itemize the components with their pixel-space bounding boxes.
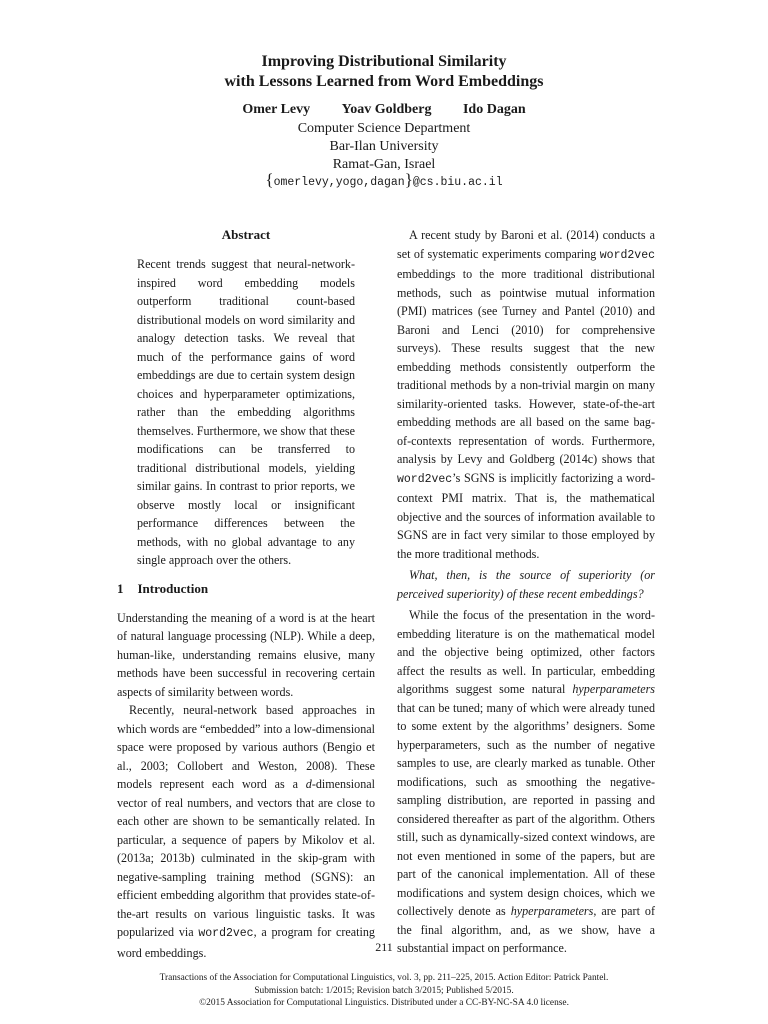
affiliation xyxy=(0,120,768,174)
intro-paragraph-1: Understanding the meaning of a word is at the heart of natural language processing (NLP). While a deep, human-like, understanding remains elusive, many methods have been successful in recovering certain aspects of similarity between words. xyxy=(117,610,375,699)
inline-code: word2vec xyxy=(397,472,453,486)
author-name: Omer Levy xyxy=(242,102,311,117)
footer-line-2: Submission batch: 1/2015; Revision batch 3/2015; Published 5/2015. xyxy=(254,985,514,996)
section-number: 1 xyxy=(117,580,124,596)
email-domain: @cs.biu.ac.il xyxy=(412,176,503,189)
right-paragraph-1: A recent study by Baroni et al. (2014) conducts a set of systematic experiments comparing word2vec embeddings to the more traditional distributional methods, such as pointwise mutual information (PMI) matrices (see Turney and Pantel (2010) and Baroni and Lenci (2010) for comprehensive surveys). These results suggest that the new embedding methods consistently outperform the traditional methods by a non-trivial margin on many similarity-oriented tasks. However, state-of-the-art embedding methods are all based on the same bag-of-contexts representation of words. Furthermore, analysis by Levy and Goldberg (2014c) shows that word2vec’s SGNS is implicitly factorizing a word-context PMI matrix. That is, the mathematical objective and the sources of information available to SGNS are in fact very similar to those employed by the more traditional methods. xyxy=(397,228,655,561)
section-heading-introduction xyxy=(117,580,375,598)
research-question: What, then, is the source of superiority (or perceived superiority) of these recent embeddings? xyxy=(397,568,655,601)
author-email xyxy=(0,171,768,192)
intro-paragraph-2: Recently, neural-network based approaches in which words are “embedded” into a low-dimensional space were proposed by various authors (Bengio et al., 2003; Collobert and Weston, 2008). These models represent each word as a d-dimensional vector of real numbers, and vectors that are close to each other are shown to be semantically related. In particular, a sequence of papers by Mikolov et al. (2013a; 2013b) culminated in the skip-gram with negative-sampling training method (SGNS): an efficient embedding algorithm that provides state-of-the-art results on various linguistic tasks. It was popularized via word2vec, a program for creating word embeddings. xyxy=(117,703,375,960)
affiliation-university: Bar-Ilan University xyxy=(329,139,439,154)
paper-title xyxy=(0,52,768,92)
author-name: Ido Dagan xyxy=(462,102,526,117)
email-close-brace: } xyxy=(404,170,413,189)
left-column xyxy=(117,226,375,962)
email-users: omerlevy,yogo,dagan xyxy=(273,176,405,189)
affiliation-department: Computer Science Department xyxy=(297,121,471,136)
footer-line-3: ©2015 Association for Computational Linguistics. Distributed under a CC-BY-NC-SA 4.0 license. xyxy=(199,998,569,1008)
email-open-brace: { xyxy=(265,170,274,189)
inline-code: word2vec xyxy=(599,248,655,262)
right-column xyxy=(397,226,655,958)
author-name: Yoav Goldberg xyxy=(341,102,432,117)
page-number: 211 xyxy=(375,940,393,954)
paper-title-line-2: with Lessons Learned from Word Embeddings xyxy=(224,73,544,90)
author-list xyxy=(0,101,768,119)
abstract-body: Recent trends suggest that neural-network-inspired word embedding models outperform traditional count-based distributional models on word similarity and analogy detection tasks. We reveal that much of the performance gains of word embeddings are due to certain system design choices and hyperparameter optimizations, rather than the embedding algorithms themselves. Furthermore, we show that these modifications can be transferred to traditional distributional models, yielding similar gains. In contrast to prior reports, we observe mostly local or insignificant performance differences between the methods, with no global advantage to any single approach over the others. xyxy=(137,257,355,567)
inline-code: word2vec xyxy=(198,927,254,940)
right-paragraph-3: While the focus of the presentation in the word-embedding literature is on the mathematical model and the objective being optimized, other factors affect the results as well. In particular, embedding algorithms suggest some natural hyperparameters that can be tuned; many of which were already tuned to some extent by the algorithms’ designers. Some hyperparameters, such as the number of negative samples to use, are clearly marked as tunable. Other modifications, such as smoothing the negative-sampling distribution, are reported in passing and considered thereafter as part of the algorithm. Others still, such as dynamically-sized context windows, are not even mentioned in some of the papers, but are part of the canonical implementation. All of these modifications and system design choices, which we collectively denote as hyperparameters, are part of the final algorithm, and, as we show, have a substantial impact on performance. xyxy=(397,608,655,955)
affiliation-location: Ramat-Gan, Israel xyxy=(332,157,436,172)
section-title: Introduction xyxy=(137,580,209,596)
abstract-heading: Abstract xyxy=(221,227,271,242)
footer-line-1: Transactions of the Association for Computational Linguistics, vol. 3, pp. 211–225, 2015. Action Editor: Patrick Pantel. xyxy=(159,973,609,983)
publication-footer xyxy=(0,972,768,1010)
paper-title-line-1: Improving Distributional Similarity xyxy=(261,53,507,70)
